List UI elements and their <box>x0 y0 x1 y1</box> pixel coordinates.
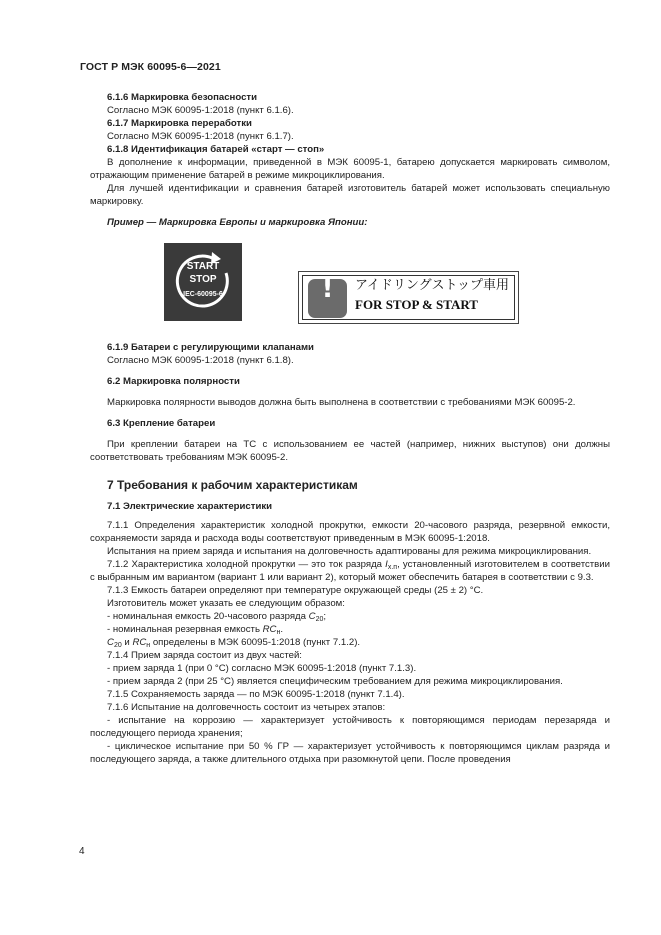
japan-marking-label <box>298 271 519 324</box>
example-caption: Пример — Маркировка Европы и маркировка Японии: <box>107 217 368 228</box>
section-7-1-4-item-2: - прием заряда 2 (при 25 °С) является специфическим требованием для режима микроциклирования. <box>107 676 563 687</box>
section-6-1-6-text: Согласно МЭК 60095-1:2018 (пункт 6.1.6). <box>107 105 294 116</box>
document-header: ГОСТ Р МЭК 60095-6—2021 <box>80 61 221 73</box>
page-number: 4 <box>79 846 85 857</box>
section-7-1-3-text: 7.1.3 Емкость батареи определяют при температуре окружающей среды (25 ± 2) °С. <box>107 585 484 596</box>
section-6-1-9-text: Согласно МЭК 60095-1:2018 (пункт 6.1.8). <box>107 355 294 366</box>
list-item-c20: - номинальная емкость 20-часового разряда $C_{20}$; <box>107 611 327 623</box>
logo-text-start: START <box>186 261 220 272</box>
section-6-3-text: При креплении батареи на ТС с использованием ее частей (например, нижних выступов) они должны соответствовать требованиям МЭК 60095-2. <box>90 439 610 463</box>
section-6-1-8-paragraph-2: Для лучшей идентификации и сравнения батарей изготовитель батарей может использовать специальную маркировку. <box>90 183 610 207</box>
warning-icon: ! <box>308 279 347 318</box>
section-7-1-title: 7.1 Электрические характеристики <box>107 501 273 512</box>
section-7-1-1-text: 7.1.1 Определения характеристик холодной прокрутки, емкости 20-часового разряда, резервной емкости, сохраняемости заряда и расхода воды соответствуют приведенным в МЭК 60095-1:2018. <box>90 520 610 544</box>
section-7-1-3-text-2: Изготовитель может указать ее следующим образом: <box>107 598 345 609</box>
section-7-1-4-text: 7.1.4 Прием заряда состоит из двух частей: <box>107 650 302 661</box>
document-body <box>90 91 610 766</box>
section-6-1-9-title: 6.1.9 Батареи с регулирующими клапанами <box>107 342 314 353</box>
section-6-3-title: 6.3 Крепление батареи <box>107 418 216 429</box>
section-6-1-7-text: Согласно МЭК 60095-1:2018 (пункт 6.1.7). <box>107 131 294 142</box>
section-7-title: 7 Требования к рабочим характеристикам <box>107 478 358 492</box>
japan-marking-frame <box>302 275 515 320</box>
definition-line: $C_{20}$ и $RC_н$ определены в МЭК 60095-1:2018 (пункт 7.1.2). <box>107 637 361 649</box>
section-6-1-8-paragraph-1: В дополнение к информации, приведенной в МЭК 60095-1, батарею допускается маркировать символом, отражающим применение батарей в режиме микроциклирования. <box>90 157 610 181</box>
section-7-1-6-item-2: - циклическое испытание при 50 % ГР — характеризует устойчивость к повторяющимся циклам разряда и последующего заряда, а также длительного отдыха при разомкнутой цепи. После проведения <box>90 741 610 765</box>
logo-text-stop: STOP <box>189 274 217 285</box>
section-6-2-text: Маркировка полярности выводов должна быть выполнена в соответствии с требованиями МЭК 60095-2. <box>107 397 576 408</box>
start-stop-logo <box>164 243 242 321</box>
list-item-rcn: - номинальная резервная емкость $RC_н$. <box>107 624 284 636</box>
section-7-1-1-text-2: Испытания на прием заряда и испытания на долговечность адаптированы для режима микроциклирования. <box>107 546 592 557</box>
section-6-1-8-title: 6.1.8 Идентификация батарей «старт — стоп» <box>107 144 325 155</box>
section-7-1-5-text: 7.1.5 Сохраняемость заряда — по МЭК 60095-1:2018 (пункт 7.1.4). <box>107 689 405 700</box>
section-7-1-2-text: 7.1.2 Характеристика холодной прокрутки — это ток разряда $I_{х.п}$, установленный изготовителем в соответствии с выбранным им вариантом (вариант 1 или вариант 2), который может обеспечить батарея в соответствии с 9.3. <box>90 559 610 583</box>
logo-text-standard: IEC-60095-6 <box>183 291 223 298</box>
section-6-2-title: 6.2 Маркировка полярности <box>107 376 240 387</box>
section-6-1-7-title: 6.1.7 Маркировка переработки <box>107 118 252 129</box>
marking-examples <box>90 229 610 341</box>
section-6-1-6-title: 6.1.6 Маркировка безопасности <box>107 92 258 103</box>
section-7-1-4-item-1: - прием заряда 1 (при 0 °С) согласно МЭК 60095-1:2018 (пункт 7.1.3). <box>107 663 417 674</box>
section-7-1-6-text: 7.1.6 Испытание на долговечность состоит из четырех этапов: <box>107 702 386 713</box>
section-7-1-6-item-1: - испытание на коррозию — характеризует устойчивость к повторяющимся периодам перезаряда и последующего периода хранения; <box>90 715 610 739</box>
japan-marking-text-en: FOR STOP & START <box>355 297 478 312</box>
japan-marking-text-jp: アイドリングストップ車用 <box>355 278 510 293</box>
